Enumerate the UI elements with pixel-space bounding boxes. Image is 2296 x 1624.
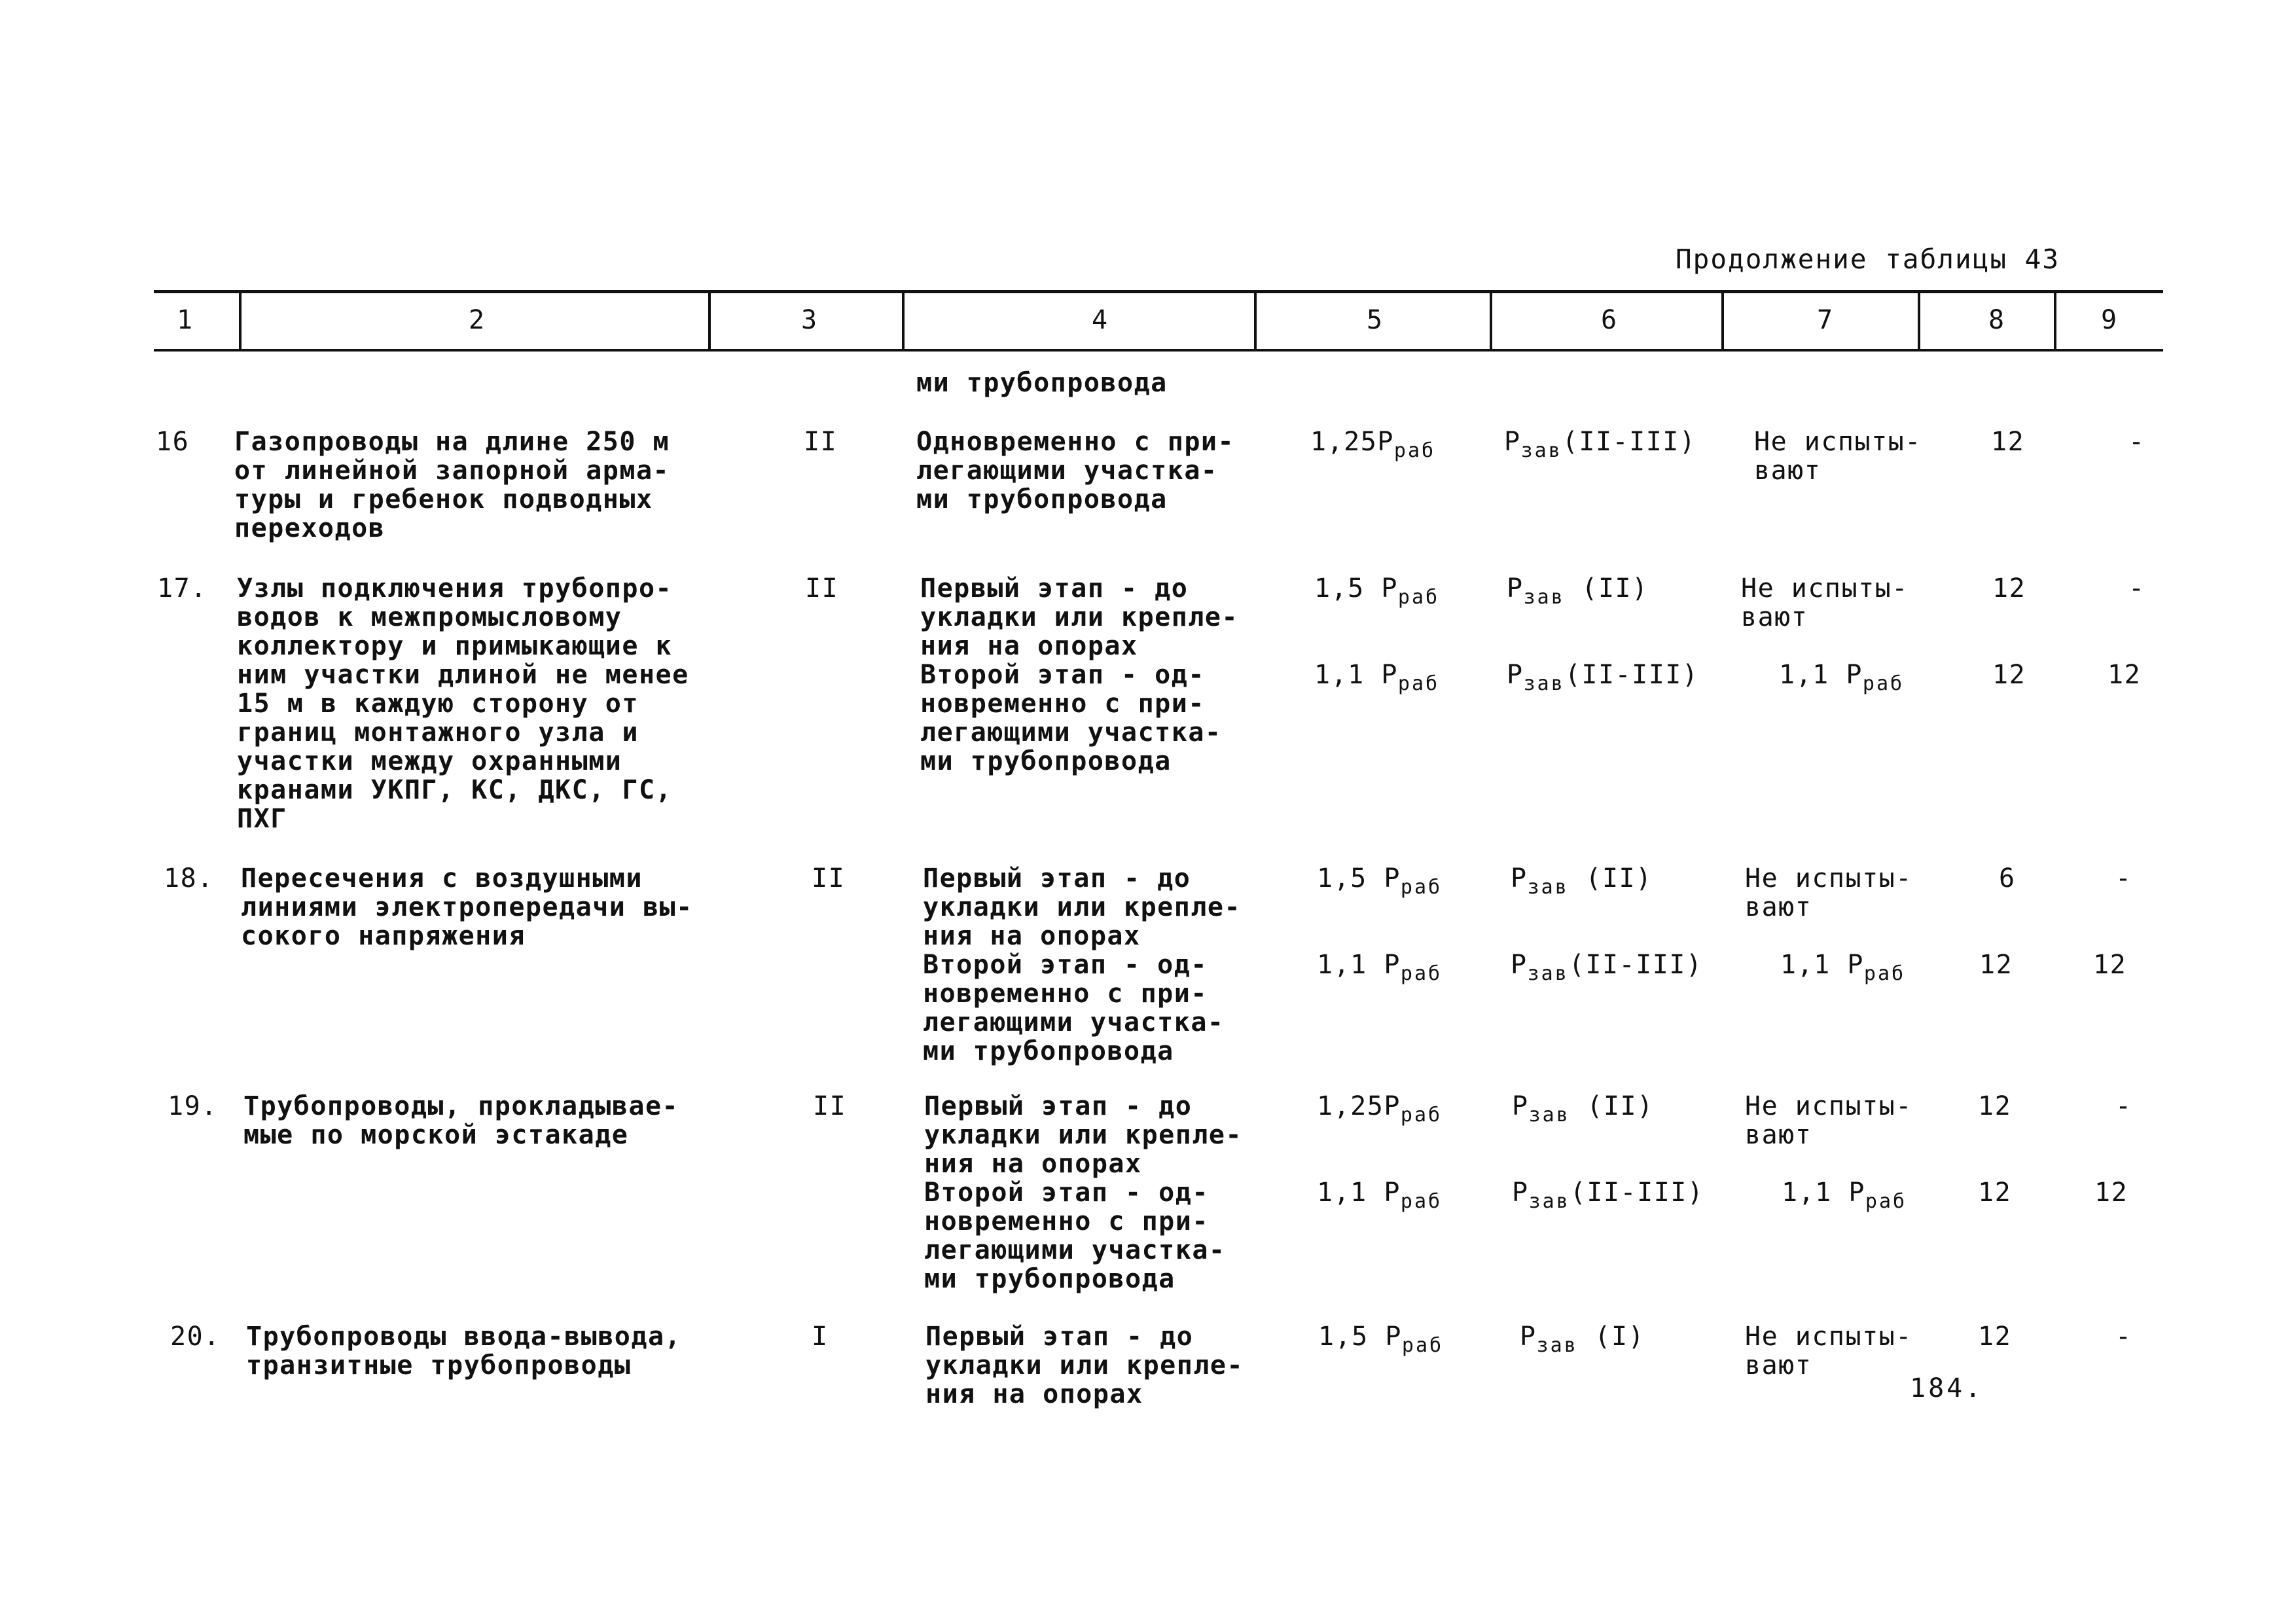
- col8-value: 12: [1979, 950, 2013, 980]
- test-pressure: 1,5 $P_{раб}$: [1318, 1322, 1444, 1357]
- header-divider: [1721, 290, 1724, 352]
- col7-value: Не испыты- вают: [1745, 1322, 1912, 1380]
- test-pressure: 1,1 $P_{раб}$: [1317, 950, 1443, 985]
- column-header-7: 7: [1816, 305, 1833, 335]
- header-divider: [902, 290, 905, 352]
- row-description: Пересечения с воздушными линиями электропередачи вы- сокого напряжения: [241, 863, 693, 951]
- column-header-6: 6: [1600, 305, 1617, 335]
- column-header-2: 2: [468, 305, 485, 335]
- page-number: 184.: [1910, 1373, 1984, 1403]
- column-header-9: 9: [2100, 305, 2117, 335]
- col8-value: 12: [1992, 573, 2026, 604]
- column-header-4: 4: [1091, 305, 1108, 335]
- col7-value: Не испыты- вают: [1745, 863, 1912, 922]
- table-caption: Продолжение таблицы 43: [1676, 244, 2060, 275]
- col8-value: 12: [1978, 1091, 2012, 1121]
- row-category: II: [812, 863, 846, 893]
- factory-pressure: $P_{зав}$ (I): [1520, 1322, 1645, 1357]
- col8-value: 12: [1992, 660, 2026, 690]
- header-divider: [239, 290, 242, 352]
- stage-text: Одновременно с при- легающими участка- ми трубопровода: [916, 427, 1235, 514]
- column-header-3: 3: [800, 305, 817, 335]
- header-top-rule: [154, 290, 2163, 293]
- header-divider: [1490, 290, 1492, 352]
- row-category: II: [804, 427, 838, 457]
- stage-text: Второй этап - од- новременно с при- легающими участка- ми трубопровода: [923, 950, 1225, 1066]
- header-bottom-rule: [154, 349, 2163, 352]
- row-number: 17.: [157, 573, 207, 604]
- stage-text: Второй этап - од- новременно с при- легающими участка- ми трубопровода: [924, 1178, 1226, 1294]
- row-number: 18.: [164, 863, 214, 893]
- col7-value: Не испыты- вают: [1754, 427, 1922, 486]
- factory-pressure: $P_{зав}$ (II): [1512, 1091, 1654, 1127]
- row-description: Узлы подключения трубопро- водов к межпромысловому коллектору и примыкающие к ним участки длиной не менее 15 м в каждую сторону от границ монтажного узла и участки между охранными кранами УКПГ, КС, ДКС, ГС, ПХГ: [237, 573, 689, 834]
- col7-value: 1,1 $P_{раб}$: [1782, 1178, 1907, 1213]
- factory-pressure: $P_{зав}(II-III)$: [1512, 1178, 1704, 1213]
- stage-text: Первый этап - до укладки или крепле- ния на опорах: [925, 1322, 1244, 1409]
- col8-value: 12: [1978, 1178, 2012, 1208]
- stage-text: Второй этап - од- новременно с при- легающими участка- ми трубопровода: [920, 660, 1222, 776]
- factory-pressure: $P_{зав}(II-III)$: [1511, 950, 1703, 985]
- col7-value: 1,1 $P_{раб}$: [1780, 950, 1906, 985]
- col9-value: -: [2128, 427, 2145, 457]
- col7-value: Не испыты- вают: [1741, 573, 1909, 632]
- col9-value: -: [2115, 863, 2132, 893]
- row-number: 16: [156, 427, 190, 457]
- header-divider: [2054, 290, 2056, 352]
- row-category: II: [805, 573, 839, 604]
- column-header-1: 1: [176, 305, 193, 335]
- column-header-8: 8: [1988, 305, 2005, 335]
- test-pressure: 1,1 $P_{раб}$: [1314, 660, 1440, 695]
- factory-pressure: $P_{зав}$ (II): [1511, 863, 1653, 899]
- row-number: 20.: [170, 1322, 221, 1352]
- col9-value: -: [2115, 1322, 2132, 1352]
- col9-value: 12: [2093, 950, 2127, 980]
- row-description: Трубопроводы, прокладывае- мые по морской эстакаде: [243, 1091, 679, 1150]
- test-pressure: $1,25P_{раб}$: [1310, 427, 1436, 462]
- factory-pressure: $P_{зав}$ (II): [1507, 573, 1649, 609]
- test-pressure: $1,25P_{раб}$: [1317, 1091, 1443, 1127]
- header-divider: [1918, 290, 1920, 352]
- factory-pressure: $P_{зав}(II-III)$: [1504, 427, 1696, 462]
- column-header-5: 5: [1366, 305, 1383, 335]
- factory-pressure: $P_{зав}(II-III)$: [1507, 660, 1699, 695]
- row-description: Трубопроводы ввода-вывода, транзитные трубопроводы: [246, 1322, 682, 1380]
- stage-text: Первый этап - до укладки или крепле- ния на опорах: [920, 573, 1239, 661]
- stage-text: Первый этап - до укладки или крепле- ния на опорах: [923, 863, 1242, 951]
- col9-value: -: [2115, 1091, 2132, 1121]
- test-pressure: 1,1 $P_{раб}$: [1317, 1178, 1443, 1213]
- col9-value: 12: [2108, 660, 2142, 690]
- col9-value: 12: [2094, 1178, 2128, 1208]
- header-divider: [708, 290, 711, 352]
- col8-value: 12: [1991, 427, 2025, 457]
- col9-value: -: [2128, 573, 2145, 604]
- header-divider: [1254, 290, 1257, 352]
- row-number: 19.: [168, 1091, 218, 1121]
- col8-value: 6: [1999, 863, 2016, 893]
- col7-value: Не испыты- вают: [1745, 1091, 1912, 1150]
- col8-value: 12: [1978, 1322, 2012, 1352]
- stage-text: Первый этап - до укладки или крепле- ния на опорах: [924, 1091, 1243, 1179]
- test-pressure: 1,5 $P_{раб}$: [1314, 573, 1440, 609]
- col7-value: 1,1 $P_{раб}$: [1779, 660, 1905, 695]
- row-description: Газопроводы на длине 250 м от линейной запорной арма- туры и гребенок подводных переходов: [234, 427, 670, 543]
- row-category: II: [813, 1091, 847, 1121]
- test-pressure: 1,5 $P_{раб}$: [1317, 863, 1443, 899]
- carryover-text: ми трубопровода: [916, 368, 1168, 398]
- row-category: I: [812, 1322, 829, 1352]
